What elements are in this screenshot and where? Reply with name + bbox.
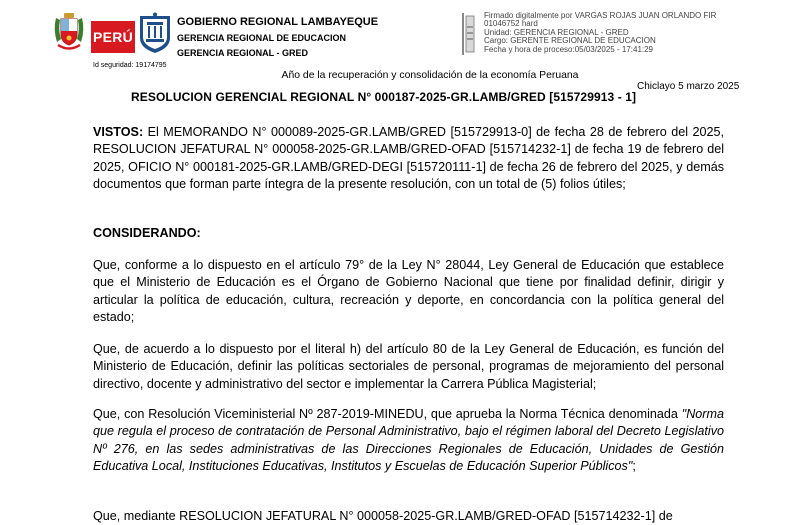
peru-coat-of-arms-icon xyxy=(52,12,86,54)
signature-seal-icon xyxy=(461,13,476,55)
signature-timestamp: Fecha y hora de proceso:05/03/2025 - 17:41:29 xyxy=(484,44,654,54)
norma-quote: "Norma que regula el proceso de contratación de Personal Administrativo, bajo el régimen laboral del Decreto Legislativo Nº 276, en las sedes administrativas de las Direcciones Regionales de Educación, Unidades de Gestión Educativa Local, Instituciones Educativas, Institutos y Escuelas de Educación Superior Públicos" xyxy=(93,407,724,473)
regional-government-logo-icon xyxy=(138,12,172,54)
signature-signer: Firmado digitalmente por VARGAS ROJAS JUAN ORLANDO FIR xyxy=(484,11,717,20)
paragraph-3-end: ; xyxy=(632,458,636,473)
security-id: Id seguridad: 19174795 xyxy=(93,62,167,69)
considerando-paragraph-2: Que, de acuerdo a lo dispuesto por el literal h) del artículo 80 de la Ley General de Educación, es función del Ministerio de Educación, definir las políticas sectoriales de personal, programas de mejoramiento del personal directivo, docente y administrativo del sector e implementar la Carrera Pública Magisterial; xyxy=(93,342,724,391)
org-name-tertiary: GERENCIA REGIONAL - GRED xyxy=(177,48,309,58)
year-motto: Año de la recuperación y consolidación de la economía Peruana xyxy=(281,70,579,81)
resolution-title: RESOLUCION GERENCIAL REGIONAL N° 000187-2025-GR.LAMB/GRED [515729913 - 1] xyxy=(131,90,637,104)
considerando-paragraph-3 xyxy=(93,406,724,475)
org-name-secondary: GERENCIA REGIONAL DE EDUCACION xyxy=(177,33,347,43)
org-name-primary: GOBIERNO REGIONAL LAMBAYEQUE xyxy=(177,16,379,28)
vistos-label: VISTOS: xyxy=(93,125,144,139)
considerando-paragraph-4: Que, mediante RESOLUCION JEFATURAL N° 000058-2025-GR.LAMB/GRED-OFAD [515714232-1] de xyxy=(93,509,673,523)
document-date: Chiclayo 5 marzo 2025 xyxy=(637,81,740,92)
vistos-text: El MEMORANDO N° 000089-2025-GR.LAMB/GRED [515729913-0] de fecha 28 de febrero del 2025, RESOLUCION JEFATURAL N° 000058-2025-GR.LAMB/GRED-OFAD [515714232-1] de fecha 19 de febrero del 2025, OFICIO N° 000181-2025-GR.LAMB/GRED-DEGI [515720111-1] de fecha 26 de febrero del 2025, y demás documentos que forman parte íntegra de la presente resolución, con un total de (5) folios útiles; xyxy=(93,125,724,191)
signature-dni: 01046752 hard xyxy=(484,19,538,29)
considerando-heading: CONSIDERANDO: xyxy=(93,226,201,240)
signature-unit: Unidad: GERENCIA REGIONAL - GRED xyxy=(484,27,629,37)
paragraph-3-intro: Que, con Resolución Viceministerial Nº 287-2019-MINEDU, que aprueba la Norma Técnica denominada xyxy=(93,407,682,421)
considerando-paragraph-1: Que, conforme a lo dispuesto en el artículo 79° de la Ley N° 28044, Ley General de Educación que establece que el Ministerio de Educación es el Órgano de Gobierno Nacional que tiene por finalidad definir, dirigir y articular la política de educación, cultura, recreación y deporte, en concordancia con la política general del estado; xyxy=(93,258,724,324)
peru-brand-badge: PERÚ xyxy=(91,21,135,53)
signature-role: Cargo: GERENTE REGIONAL DE EDUCACION xyxy=(484,36,656,46)
digital-signature-text xyxy=(484,12,716,54)
vistos-paragraph xyxy=(93,124,724,193)
